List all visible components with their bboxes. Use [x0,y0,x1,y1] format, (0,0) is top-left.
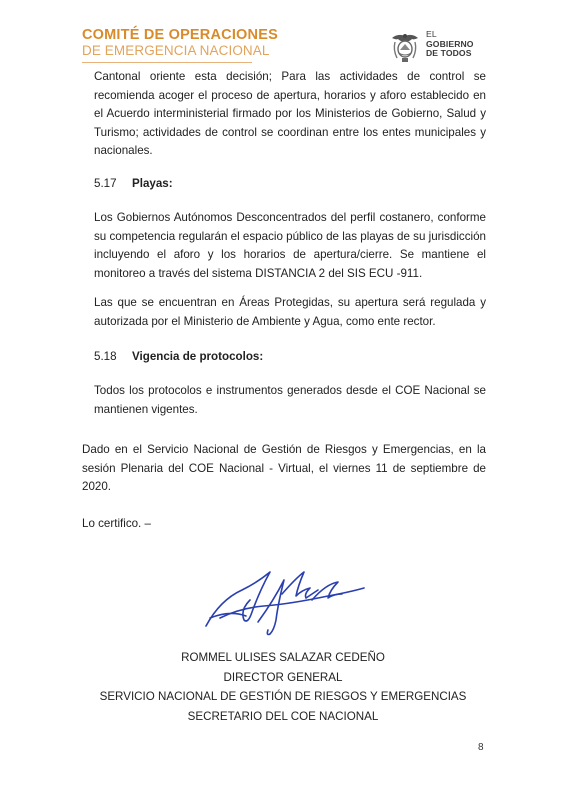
signatory-name: ROMMEL ULISES SALAZAR CEDEÑO [181,651,385,664]
certification-text: Lo certifico. – [82,517,151,530]
intro-paragraph: Cantonal oriente esta decisión; Para las actividades de control se recomienda acoger el proceso de apertura, horarios y aforo establecido en el Acuerdo interministerial firmado por los Ministerios de Gobierno, Salud y Turismo; actividades de control se coordinan entre los entes municipales y nacionales. [94,70,486,158]
section-heading-5-18 [94,349,263,365]
section-heading-5-17 [94,176,173,192]
section-title: Vigencia de protocolos: [132,350,264,363]
ecuador-coat-of-arms-icon [388,30,422,64]
header-title: COMITÉ DE OPERACIONES [82,27,278,43]
section-number: 5.18 [94,350,117,363]
signatory-block [60,648,506,726]
playas-paragraph-1: Los Gobiernos Autónomos Desconcentrados del perfil costanero, conforme su competencia regularán el espacio público de las playas de su jurisdicción incluyendo el aforo y los horarios de apertura/cierre. Se mantiene el monitoreo a través del sistema DISTANCIA 2 del SIS ECU -911. [94,211,486,280]
protocolos-paragraph: Todos los protocolos e instrumentos generados desde el COE Nacional se mantienen vigentes. [94,384,486,416]
handwritten-signature [200,560,370,640]
gov-line-2: GOBIERNO [426,38,474,49]
government-logo [388,30,498,66]
gov-line-3: DE TODOS [426,48,472,59]
section-title: Playas: [132,177,173,190]
header-subtitle: DE EMERGENCIA NACIONAL [82,43,270,58]
signatory-institution: SERVICIO NACIONAL DE GESTIÓN DE RIESGOS Y EMERGENCIAS [99,690,467,704]
signatory-role: SECRETARIO DEL COE NACIONAL [187,709,379,723]
header-divider [82,62,252,63]
section-number: 5.17 [94,177,117,190]
signatory-title: DIRECTOR GENERAL [223,670,343,684]
header-brand [82,27,278,58]
government-wordmark [426,30,474,59]
closing-paragraph: Dado en el Servicio Nacional de Gestión de Riesgos y Emergencias, en la sesión Plenaria del COE Nacional - Virtual, el viernes 11 de septiembre de 2020. [82,443,486,494]
gov-line-1: EL [426,29,437,39]
page-number: 8 [478,742,484,753]
playas-paragraph-2: Las que se encuentran en Áreas Protegidas, su apertura será regulada y autorizada por el Ministerio de Ambiente y Agua, como ente rector. [94,296,486,328]
